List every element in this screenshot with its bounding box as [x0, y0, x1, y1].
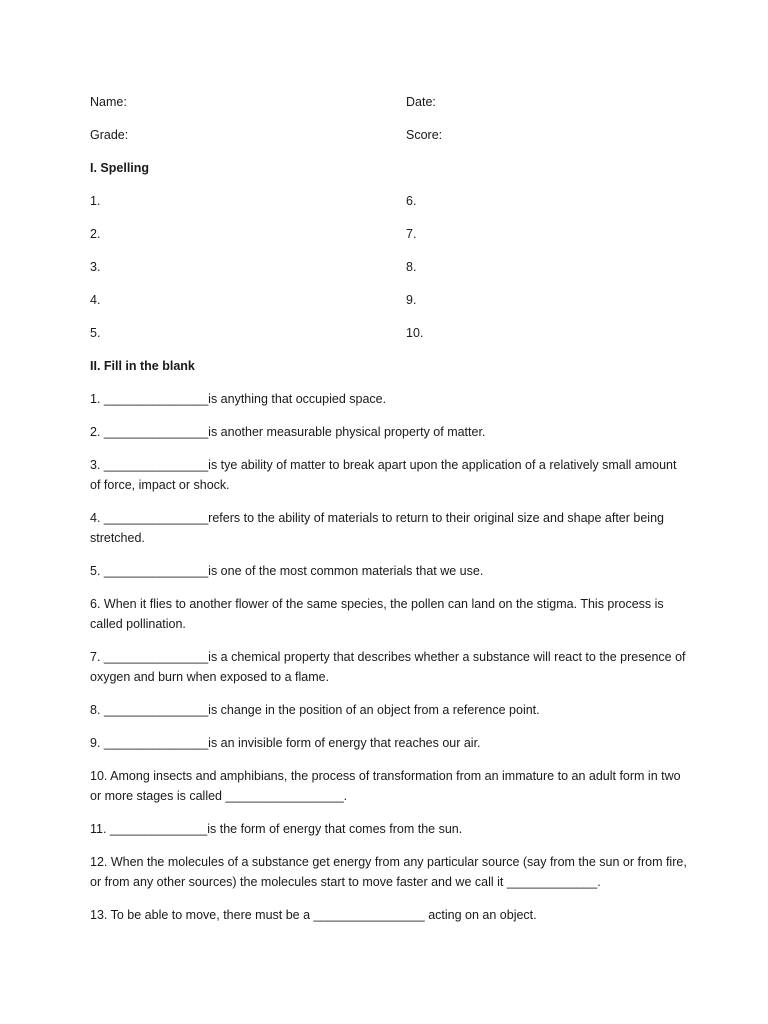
grade-label: Grade: — [90, 128, 129, 142]
question-item: 8. _______________is change in the position of an object from a reference point. — [90, 703, 540, 717]
question-item: 2. _______________is another measurable physical property of matter. — [90, 425, 486, 439]
question-item: 5. _______________is one of the most common materials that we use. — [90, 564, 484, 578]
spelling-row — [90, 290, 690, 323]
score-label: Score: — [406, 128, 443, 142]
question-item: 7. _______________is a chemical property that describes whether a substance will react to the presence of oxygen and burn when exposed to a flame. — [90, 650, 686, 684]
header-row-2 — [90, 125, 690, 158]
section-title-fill-in-the-blank: II. Fill in the blank — [90, 359, 195, 373]
question-item: 11. ______________is the form of energy that comes from the sun. — [90, 822, 463, 836]
spelling-number: 10. — [406, 326, 424, 340]
header-row-1 — [90, 92, 690, 125]
section-title-spelling: I. Spelling — [90, 161, 150, 175]
spelling-row — [90, 191, 690, 224]
spelling-row — [90, 323, 690, 356]
spelling-number: 9. — [406, 293, 417, 307]
spelling-number: 8. — [406, 260, 417, 274]
spelling-number: 2. — [90, 227, 101, 241]
question-item: 1. _______________is anything that occupied space. — [90, 392, 387, 406]
question-item: 3. _______________is tye ability of matter to break apart upon the application of a relatively small amount of force, impact or shock. — [90, 458, 677, 492]
spelling-number: 4. — [90, 293, 101, 307]
question-item: 13. To be able to move, there must be a ________________ acting on an object. — [90, 908, 537, 922]
spelling-row — [90, 224, 690, 257]
spelling-row — [90, 257, 690, 290]
worksheet-page — [90, 92, 690, 938]
spelling-number: 3. — [90, 260, 101, 274]
question-item: 9. _______________is an invisible form of energy that reaches our air. — [90, 736, 481, 750]
question-item: 10. Among insects and amphibians, the process of transformation from an immature to an adult form in two or more stages is called _________________. — [90, 769, 681, 803]
question-item: 12. When the molecules of a substance get energy from any particular source (say from the sun or from fire, or from any other sources) the molecules start to move faster and we call it _____________. — [90, 855, 687, 889]
spelling-number: 7. — [406, 227, 417, 241]
question-item: 6. When it flies to another flower of the same species, the pollen can land on the stigma. This process is called pollination. — [90, 597, 664, 631]
question-item: 4. _______________refers to the ability of materials to return to their original size and shape after being stretched. — [90, 511, 664, 545]
date-label: Date: — [406, 95, 436, 109]
spelling-number: 1. — [90, 194, 101, 208]
spelling-number: 6. — [406, 194, 417, 208]
name-label: Name: — [90, 95, 127, 109]
spelling-number: 5. — [90, 326, 101, 340]
